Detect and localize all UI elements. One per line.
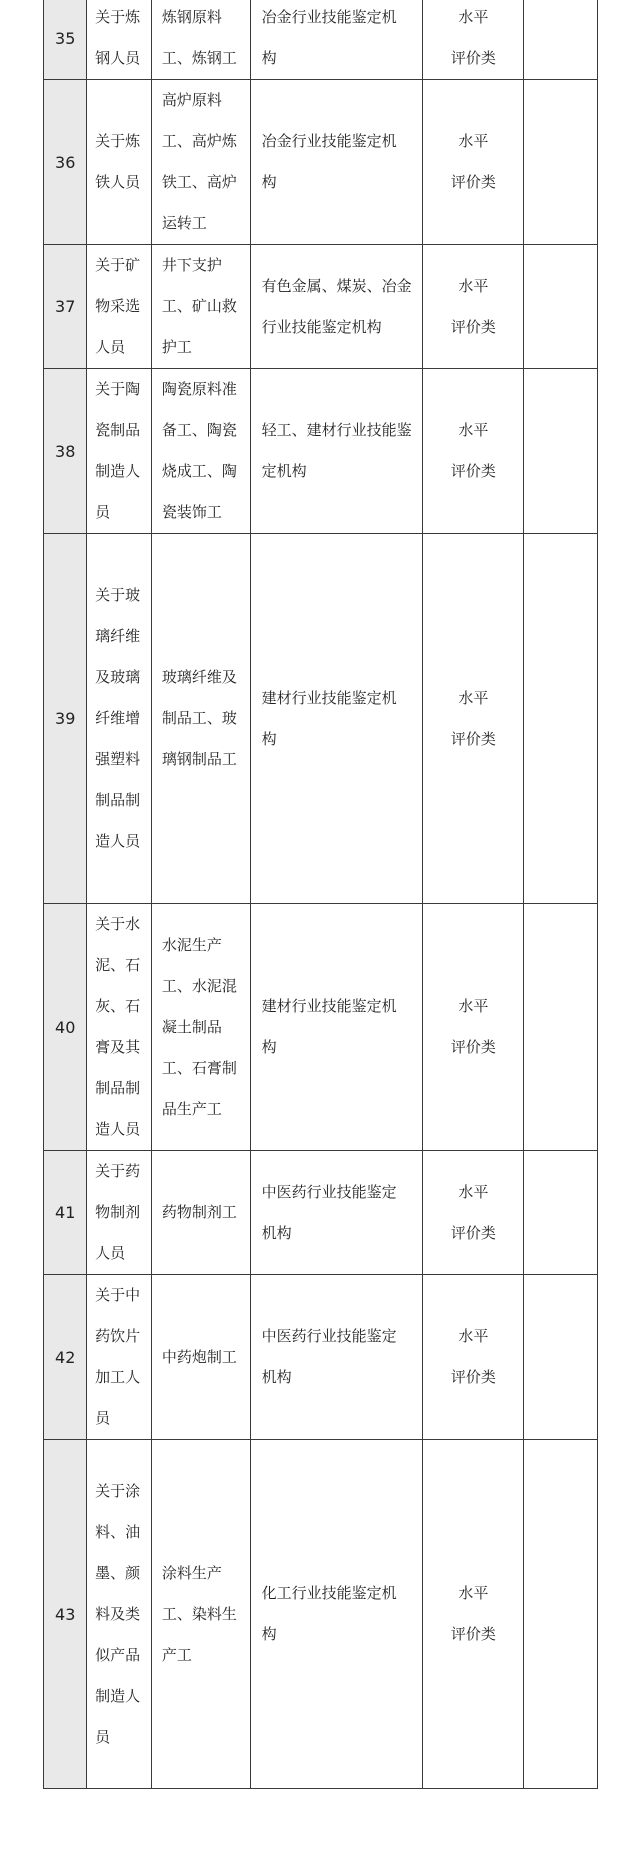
category-cell (87, 0, 152, 80)
type-text: 水平 评价类 (450, 1584, 496, 1643)
category-cell (87, 1151, 152, 1275)
type-cell (423, 1275, 524, 1440)
occupation-cell (151, 534, 250, 904)
occupation-cell (151, 1440, 250, 1789)
org-text: 中医药行业技能鉴定 机构 (261, 1327, 397, 1386)
category-cell (87, 245, 152, 369)
org-text: 有色金属、煤炭、冶金 行业技能鉴定机构 (261, 276, 412, 336)
category-text: 关于涂 料、油 墨、颜 料及类 似产品 制造人 员 (95, 1481, 141, 1746)
occupation-text: 高炉原料 工、高炉炼 铁工、高炉 运转工 (161, 91, 237, 232)
type-cell (423, 1151, 524, 1275)
category-text: 关于矿 物采选 人员 (95, 256, 141, 356)
occupation-text: 炼钢原料 工、炼钢工 (161, 8, 237, 67)
occupation-text: 药物制剂工 (161, 1203, 237, 1221)
category-text: 关于药 物制剂 人员 (95, 1162, 141, 1262)
type-cell (423, 245, 524, 369)
table-row (44, 0, 598, 80)
org-text: 化工行业技能鉴定机 构 (261, 1584, 397, 1643)
occupation-cell (151, 1151, 250, 1275)
table-row (44, 1440, 598, 1789)
occupation-text: 陶瓷原料准 备工、陶瓷 烧成工、陶 瓷装饰工 (161, 380, 237, 521)
org-text: 建材行业技能鉴定机 构 (261, 997, 397, 1056)
category-cell (87, 1440, 152, 1789)
row-number: 39 (44, 534, 87, 904)
category-cell (87, 904, 152, 1151)
type-text: 水平 评价类 (450, 1182, 496, 1242)
org-text: 冶金行业技能鉴定机 构 (261, 8, 397, 67)
occupation-cell (151, 245, 250, 369)
org-text: 中医药行业技能鉴定 机构 (261, 1182, 397, 1242)
org-cell (250, 0, 423, 80)
row-number: 40 (44, 904, 87, 1151)
category-text: 关于水 泥、石 灰、石 膏及其 制品制 造人员 (95, 915, 141, 1138)
occupation-cell (151, 80, 250, 245)
org-cell (250, 245, 423, 369)
occupation-text: 玻璃纤维及 制品工、玻 璃钢制品工 (161, 668, 237, 768)
table-body (44, 0, 598, 1789)
type-text: 水平 评价类 (450, 997, 496, 1056)
row-number: 35 (44, 0, 87, 80)
table-row (44, 369, 598, 534)
type-text: 水平 评价类 (450, 1327, 496, 1386)
occupation-text: 中药炮制工 (161, 1347, 237, 1366)
table-row (44, 534, 598, 904)
type-text: 水平 评价类 (450, 8, 496, 67)
note-cell (524, 904, 598, 1151)
type-cell (423, 0, 524, 80)
category-text: 关于陶 瓷制品 制造人 员 (95, 380, 141, 521)
org-cell (250, 80, 423, 245)
org-cell (250, 904, 423, 1151)
category-text: 关于炼 钢人员 (95, 8, 141, 67)
org-text: 建材行业技能鉴定机 构 (261, 688, 397, 748)
org-text: 轻工、建材行业技能鉴 定机构 (261, 421, 412, 480)
org-cell (250, 1440, 423, 1789)
category-cell (87, 534, 152, 904)
org-cell (250, 1275, 423, 1440)
category-cell (87, 80, 152, 245)
row-number: 38 (44, 369, 87, 534)
org-text: 冶金行业技能鉴定机 构 (261, 132, 397, 191)
org-cell (250, 1151, 423, 1275)
note-cell (524, 1275, 598, 1440)
type-text: 水平 评价类 (450, 421, 496, 480)
category-text: 关于玻 璃纤维 及玻璃 纤维增 强塑料 制品制 造人员 (95, 586, 141, 850)
category-text: 关于炼 铁人员 (95, 132, 141, 191)
occupation-cell (151, 904, 250, 1151)
table-row (44, 1151, 598, 1275)
type-text: 水平 评价类 (450, 688, 496, 748)
note-cell (524, 1151, 598, 1275)
occupation-text: 水泥生产 工、水泥混 凝土制品 工、石膏制 品生产工 (161, 935, 237, 1118)
type-cell (423, 534, 524, 904)
row-number: 41 (44, 1151, 87, 1275)
type-cell (423, 1440, 524, 1789)
type-cell (423, 369, 524, 534)
table-row (44, 80, 598, 245)
type-text: 水平 评价类 (450, 132, 496, 191)
note-cell (524, 0, 598, 80)
occupation-cell (151, 369, 250, 534)
org-cell (250, 369, 423, 534)
category-text: 关于中 药饮片 加工人 员 (95, 1286, 141, 1427)
note-cell (524, 369, 598, 534)
occupation-table (43, 0, 598, 1789)
category-cell (87, 1275, 152, 1440)
row-number: 37 (44, 245, 87, 369)
occupation-text: 涂料生产 工、染料生 产工 (161, 1563, 237, 1664)
org-cell (250, 534, 423, 904)
type-cell (423, 80, 524, 245)
note-cell (524, 1440, 598, 1789)
type-cell (423, 904, 524, 1151)
category-cell (87, 369, 152, 534)
table-row (44, 904, 598, 1151)
row-number: 42 (44, 1275, 87, 1440)
note-cell (524, 80, 598, 245)
row-number: 36 (44, 80, 87, 245)
row-number: 43 (44, 1440, 87, 1789)
occupation-cell (151, 0, 250, 80)
note-cell (524, 534, 598, 904)
occupation-cell (151, 1275, 250, 1440)
type-text: 水平 评价类 (450, 276, 496, 336)
occupation-text: 井下支护 工、矿山救 护工 (161, 256, 237, 356)
table-row (44, 1275, 598, 1440)
table-row (44, 245, 598, 369)
note-cell (524, 245, 598, 369)
